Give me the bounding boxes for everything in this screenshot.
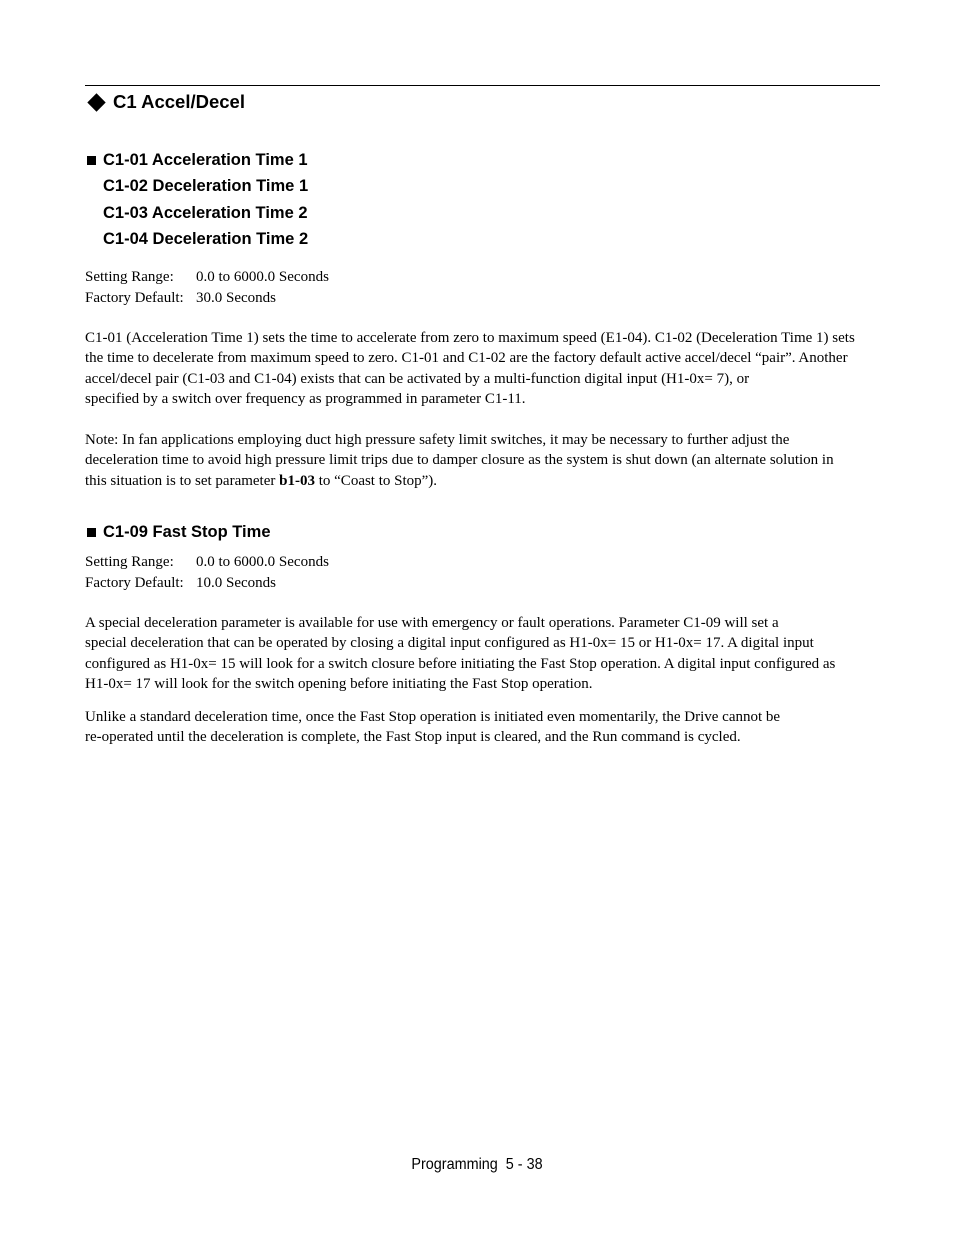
paragraph-line: special deceleration that can be operated by closing a digital input configured as H1-0x= 15 or H1-0x= 17. A digital input [85,635,814,652]
paragraph-line: re-operated until the deceleration is complete, the Fast Stop input is cleared, and the Run command is cycled. [85,729,741,746]
top-rule [85,85,880,86]
note-paragraph [85,430,885,491]
setting-range-value: 0.0 to 6000.0 Seconds [196,554,329,570]
factory-default-value: 10.0 Seconds [196,574,276,591]
heading-c1-02: C1-02 Deceleration Time 1 [103,177,309,196]
paragraph-line: Unlike a standard deceleration time, once the Fast Stop operation is initiated even momentarily, the Drive cannot be [85,709,781,725]
setting-range-label: Setting Range: [85,554,174,570]
note-text: to “Coast to Stop”). [314,472,438,489]
factory-default-label: Factory Default: [85,574,184,591]
paragraph-line: the time to decelerate from maximum speed to zero. C1-01 and C1-02 are the factory default active accel/decel “pair”. Another [85,350,848,367]
note-line: deceleration time to avoid high pressure limit trips due to damper closure as the system is shut down (an alternate solution in [85,452,834,469]
paragraph-line: C1-01 (Acceleration Time 1) sets the time to accelerate from zero to maximum speed (E1-04). C1-02 (Deceleration Time 1) sets [85,330,855,346]
note-line: Note: In fan applications employing duct high pressure safety limit switches, it may be necessary to further adjust the [85,432,790,448]
note-line [85,471,885,491]
parameter-heading-c1-09 [86,519,271,545]
paragraph-accel-decel-description [85,328,885,410]
paragraph-line: H1-0x= 17 will look for the switch opening before initiating the Fast Stop operation. [85,676,593,693]
paragraph-line: specified by a switch over frequency as programmed in parameter C1-11. [85,391,526,408]
heading-c1-09: C1-09 Fast Stop Time [103,523,271,541]
heading-c1-04: C1-04 Deceleration Time 2 [103,229,309,248]
spec-table-c1-01 [85,267,329,308]
parameter-reference-bold: b1-03 [279,472,315,489]
factory-default-value: 30.0 Seconds [196,289,276,306]
factory-default-label: Factory Default: [85,289,184,306]
section-title-text: C1 Accel/Decel [113,91,245,112]
diamond-bullet-icon [87,93,105,111]
heading-c1-01: C1-01 Acceleration Time 1 [103,151,308,169]
parameter-headings-c1-01-to-c1-04 [86,147,308,252]
paragraph-fast-stop-description [85,613,885,695]
square-bullet-icon [87,156,96,165]
heading-c1-03: C1-03 Acceleration Time 2 [103,203,308,222]
section-title [86,89,245,115]
paragraph-fast-stop-behavior [85,707,885,748]
paragraph-line: accel/decel pair (C1-03 and C1-04) exists that can be activated by a multi-function digital input (H1-0x= 7), or [85,370,750,387]
note-text: this situation is to set parameter [85,472,280,489]
square-bullet-icon [87,528,96,537]
paragraph-line: configured as H1-0x= 15 will look for a switch closure before initiating the Fast Stop operation. A digital input configured as [85,655,836,672]
setting-range-label: Setting Range: [85,269,174,285]
setting-range-value: 0.0 to 6000.0 Seconds [196,269,329,285]
paragraph-line: A special deceleration parameter is available for use with emergency or fault operations. Parameter C1-09 will set a [85,615,779,631]
spec-table-c1-09 [85,552,329,593]
page-footer: Programming 5 - 38 [411,1156,543,1173]
